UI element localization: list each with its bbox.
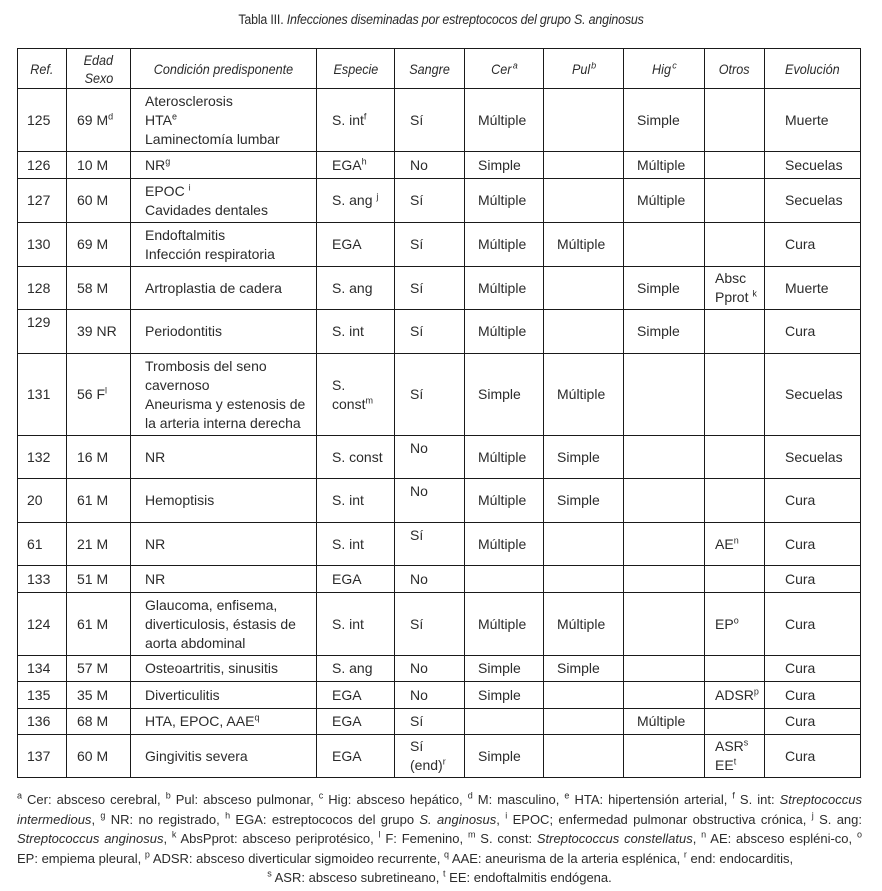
cell-hig: Múltiple bbox=[624, 152, 705, 179]
cell-pul: Simple bbox=[544, 479, 624, 523]
cell-cer: Simple bbox=[465, 735, 544, 778]
cell-evolucion: Muerte bbox=[765, 89, 861, 152]
cell-ref: 136 bbox=[18, 709, 67, 735]
cell-pul: Múltiple bbox=[544, 593, 624, 656]
header-pul: Pul$^b$ bbox=[544, 49, 624, 89]
table-row bbox=[18, 566, 861, 593]
cell-hig bbox=[624, 735, 705, 778]
cell-pul bbox=[544, 267, 624, 310]
table-row bbox=[18, 354, 861, 436]
cell-otros bbox=[705, 566, 765, 593]
header-evolucion: Evolución bbox=[765, 49, 861, 89]
cell-pul bbox=[544, 152, 624, 179]
cell-hig bbox=[624, 354, 705, 436]
cell-cer: Múltiple bbox=[465, 479, 544, 523]
cell-otros bbox=[705, 656, 765, 682]
table-row bbox=[18, 709, 861, 735]
cell-sangre: Sí bbox=[395, 89, 465, 152]
cell-especie: EGA$^h$ bbox=[317, 152, 395, 179]
cell-hig bbox=[624, 223, 705, 267]
cell-edad: 57 M bbox=[67, 656, 131, 682]
cell-pul: Múltiple bbox=[544, 223, 624, 267]
cell-edad: 56 $F^l$ bbox=[67, 354, 131, 436]
header-sangre: Sangre bbox=[395, 49, 465, 89]
cell-cond: Hemoptisis bbox=[131, 479, 317, 523]
cell-ref: 137 bbox=[18, 735, 67, 778]
cell-cond: HTA, EPOC, AAE$^q$ bbox=[131, 709, 317, 735]
table-row bbox=[18, 179, 861, 223]
cell-sangre: Sí bbox=[395, 179, 465, 223]
cell-ref: 134 bbox=[18, 656, 67, 682]
cell-otros: $AE^n$ bbox=[705, 523, 765, 566]
table-caption bbox=[35, 12, 846, 27]
cell-sangre: No bbox=[395, 656, 465, 682]
header-row bbox=[18, 49, 861, 89]
cell-ref: 135 bbox=[18, 682, 67, 709]
cell-cer: Múltiple bbox=[465, 593, 544, 656]
cell-otros bbox=[705, 354, 765, 436]
cell-pul bbox=[544, 709, 624, 735]
cell-especie: S. int$^f$ bbox=[317, 89, 395, 152]
cell-especie: S. int bbox=[317, 523, 395, 566]
cell-ref: 127 bbox=[18, 179, 67, 223]
cell-sangre: Sí bbox=[395, 593, 465, 656]
cell-sangre: Sí bbox=[395, 523, 465, 566]
cell-evolucion: Cura bbox=[765, 223, 861, 267]
cell-pul bbox=[544, 735, 624, 778]
header-hig: Hig$^c$ bbox=[624, 49, 705, 89]
cell-otros: Absc Pprot $^k$ bbox=[705, 267, 765, 310]
cell-otros bbox=[705, 479, 765, 523]
cell-cond: Endoftalmitis Infección respiratoria bbox=[131, 223, 317, 267]
cell-sangre: No bbox=[395, 479, 465, 523]
cell-edad: 39 NR bbox=[67, 310, 131, 354]
cell-evolucion: Secuelas bbox=[765, 179, 861, 223]
table-row bbox=[18, 223, 861, 267]
cell-especie: S. ang bbox=[317, 267, 395, 310]
cell-edad: 35 M bbox=[67, 682, 131, 709]
cell-sangre: Sí bbox=[395, 709, 465, 735]
header-especie: Especie bbox=[317, 49, 395, 89]
cell-cer: Simple bbox=[465, 354, 544, 436]
table-row bbox=[18, 152, 861, 179]
cell-cer bbox=[465, 709, 544, 735]
cell-hig bbox=[624, 523, 705, 566]
table-row bbox=[18, 436, 861, 479]
cell-evolucion: Cura bbox=[765, 566, 861, 593]
header-edad-sexo: Edad Sexo bbox=[67, 49, 131, 89]
cell-sangre: No bbox=[395, 682, 465, 709]
caption-title: Infecciones diseminadas por estreptococos del grupo S. anginosus bbox=[286, 12, 644, 27]
cell-evolucion: Cura bbox=[765, 593, 861, 656]
cell-ref: 61 bbox=[18, 523, 67, 566]
cell-sangre: No bbox=[395, 436, 465, 479]
cell-hig: Múltiple bbox=[624, 179, 705, 223]
cell-especie: S. ang bbox=[317, 656, 395, 682]
cell-otros bbox=[705, 152, 765, 179]
cell-especie: S. const$^m$ bbox=[317, 354, 395, 436]
cell-evolucion: Secuelas bbox=[765, 436, 861, 479]
cell-cer: Múltiple bbox=[465, 436, 544, 479]
cell-hig bbox=[624, 566, 705, 593]
cell-cer: Múltiple bbox=[465, 89, 544, 152]
cell-cond: Glaucoma, enfisema, diverticulosis, éstasis de aorta abdominal bbox=[131, 593, 317, 656]
cell-edad: 16 M bbox=[67, 436, 131, 479]
cell-otros bbox=[705, 436, 765, 479]
header-cer: Cer$^a$ bbox=[465, 49, 544, 89]
cell-cond: Artroplastia de cadera bbox=[131, 267, 317, 310]
cell-cer: Múltiple bbox=[465, 267, 544, 310]
cell-especie: S. int bbox=[317, 593, 395, 656]
table-row bbox=[18, 479, 861, 523]
cell-hig bbox=[624, 593, 705, 656]
table-row bbox=[18, 593, 861, 656]
header-ref: Ref. bbox=[18, 49, 67, 89]
cell-edad: 61 M bbox=[67, 593, 131, 656]
cell-otros: $EP^o$ bbox=[705, 593, 765, 656]
cell-cer bbox=[465, 566, 544, 593]
cell-hig bbox=[624, 479, 705, 523]
cell-edad: 69 $M^d$ bbox=[67, 89, 131, 152]
infections-table bbox=[17, 48, 861, 778]
cell-edad: 21 M bbox=[67, 523, 131, 566]
cell-evolucion: Secuelas bbox=[765, 152, 861, 179]
cell-edad: 58 M bbox=[67, 267, 131, 310]
cell-pul bbox=[544, 682, 624, 709]
cell-especie: S. int bbox=[317, 479, 395, 523]
table-row bbox=[18, 656, 861, 682]
cell-otros bbox=[705, 89, 765, 152]
table-row bbox=[18, 267, 861, 310]
cell-ref: 126 bbox=[18, 152, 67, 179]
cell-especie: EGA bbox=[317, 682, 395, 709]
table-row bbox=[18, 523, 861, 566]
footnote-text: $^a$ Cer: absceso cerebral, $^b$ Pul: absceso pulmonar, $^c$ Hig: absceso hepático, $^d$ M: masculino, $^e$ HTA: hipertensión arterial, $^f$ S. int: Streptococcus intermedious, $^g$ NR: no registrado, $^h$ EGA: estreptococos del grupo S. anginosus, $^i$ EPOC; enfermedad pulmonar obstructiva crónica, $^j$ S. ang: Streptococcus anginosus, $^k$ AbsPprot: absceso periprotésico, $^l$ F: Femenino, $^m$ S. const: Streptococcus constellatus, $^n$ AE: absceso espléni-co, $^o$ EP: empiema pleural, $^p$ ADSR: absceso diverticular sigmoideo recurrente, $^q$ AAE: aneurisma de la arteria esplénica, $^r$ end: endocarditis, bbox=[17, 790, 863, 866]
table-row bbox=[18, 682, 861, 709]
cell-evolucion: Muerte bbox=[765, 267, 861, 310]
cell-cer: Múltiple bbox=[465, 310, 544, 354]
cell-hig: Simple bbox=[624, 89, 705, 152]
cell-ref: 132 bbox=[18, 436, 67, 479]
cell-pul: Múltiple bbox=[544, 354, 624, 436]
cell-edad: 69 M bbox=[67, 223, 131, 267]
cell-hig bbox=[624, 682, 705, 709]
cell-ref: 124 bbox=[18, 593, 67, 656]
cell-evolucion: Cura bbox=[765, 709, 861, 735]
cell-pul bbox=[544, 566, 624, 593]
cell-cond: Diverticulitis bbox=[131, 682, 317, 709]
cell-ref: 131 bbox=[18, 354, 67, 436]
cell-otros bbox=[705, 709, 765, 735]
cell-ref: 20 bbox=[18, 479, 67, 523]
cell-pul: Simple bbox=[544, 656, 624, 682]
cell-cer: Simple bbox=[465, 656, 544, 682]
cell-pul bbox=[544, 89, 624, 152]
cell-cond: EPOC $^i$ Cavidades dentales bbox=[131, 179, 317, 223]
cell-cer: Múltiple bbox=[465, 223, 544, 267]
cell-edad: 10 M bbox=[67, 152, 131, 179]
cell-edad: 51 M bbox=[67, 566, 131, 593]
cell-sangre: Sí bbox=[395, 354, 465, 436]
cell-ref: 130 bbox=[18, 223, 67, 267]
cell-otros: ASR$^s$ $EE^t$ bbox=[705, 735, 765, 778]
cell-hig bbox=[624, 436, 705, 479]
cell-hig: Simple bbox=[624, 267, 705, 310]
cell-ref: 133 bbox=[18, 566, 67, 593]
table-row bbox=[18, 735, 861, 778]
cell-cer: Múltiple bbox=[465, 179, 544, 223]
cell-evolucion: Secuelas bbox=[765, 354, 861, 436]
cell-cond: Osteoartritis, sinusitis bbox=[131, 656, 317, 682]
cell-especie: EGA bbox=[317, 566, 395, 593]
cell-sangre: No bbox=[395, 566, 465, 593]
footnotes bbox=[17, 790, 862, 888]
table-row bbox=[18, 89, 861, 152]
cell-edad: 60 M bbox=[67, 735, 131, 778]
cell-pul: Simple bbox=[544, 436, 624, 479]
cell-cer: Simple bbox=[465, 152, 544, 179]
cell-edad: 68 M bbox=[67, 709, 131, 735]
cell-cond: NR bbox=[131, 523, 317, 566]
cell-cond: $NR^g$ bbox=[131, 152, 317, 179]
cell-evolucion: Cura bbox=[765, 656, 861, 682]
footnote-last-line: $^s$ ASR: absceso subretineano, $^t$ EE: endoftalmitis endógena. bbox=[267, 868, 612, 885]
cell-sangre: Sí (end)$^r$ bbox=[395, 735, 465, 778]
cell-hig bbox=[624, 656, 705, 682]
cell-sangre: Sí bbox=[395, 310, 465, 354]
cell-cond: NR bbox=[131, 436, 317, 479]
cell-otros bbox=[705, 179, 765, 223]
cell-pul bbox=[544, 523, 624, 566]
cell-sangre: Sí bbox=[395, 267, 465, 310]
header-condicion: Condición predisponente bbox=[131, 49, 317, 89]
cell-cond: Periodontitis bbox=[131, 310, 317, 354]
cell-edad: 61 M bbox=[67, 479, 131, 523]
cell-hig: Múltiple bbox=[624, 709, 705, 735]
cell-especie: S. const bbox=[317, 436, 395, 479]
cell-especie: S. int bbox=[317, 310, 395, 354]
cell-especie: EGA bbox=[317, 223, 395, 267]
cell-ref: 128 bbox=[18, 267, 67, 310]
cell-pul bbox=[544, 310, 624, 354]
cell-hig: Simple bbox=[624, 310, 705, 354]
header-otros: Otros bbox=[705, 49, 765, 89]
cell-evolucion: Cura bbox=[765, 682, 861, 709]
cell-evolucion: Cura bbox=[765, 479, 861, 523]
cell-otros: ADSR$^p$ bbox=[705, 682, 765, 709]
cell-especie: EGA bbox=[317, 735, 395, 778]
cell-cond: NR bbox=[131, 566, 317, 593]
cell-cond: Aterosclerosis HTA$^e$ Laminectomía lumbar bbox=[131, 89, 317, 152]
cell-sangre: No bbox=[395, 152, 465, 179]
caption-prefix: Tabla III. bbox=[238, 12, 287, 27]
cell-edad: 60 M bbox=[67, 179, 131, 223]
cell-especie: S. ang $^j$ bbox=[317, 179, 395, 223]
cell-evolucion: Cura bbox=[765, 523, 861, 566]
cell-cer: Simple bbox=[465, 682, 544, 709]
table-row bbox=[18, 310, 861, 354]
cell-otros bbox=[705, 310, 765, 354]
cell-evolucion: Cura bbox=[765, 310, 861, 354]
cell-especie: EGA bbox=[317, 709, 395, 735]
cell-ref: 129 bbox=[18, 310, 67, 354]
cell-pul bbox=[544, 179, 624, 223]
cell-otros bbox=[705, 223, 765, 267]
cell-sangre: Sí bbox=[395, 223, 465, 267]
cell-cond: Gingivitis severa bbox=[131, 735, 317, 778]
cell-cer: Múltiple bbox=[465, 523, 544, 566]
cell-evolucion: Cura bbox=[765, 735, 861, 778]
cell-ref: 125 bbox=[18, 89, 67, 152]
cell-cond: Trombosis del seno cavernoso Aneurisma y estenosis de la arteria interna derecha bbox=[131, 354, 317, 436]
